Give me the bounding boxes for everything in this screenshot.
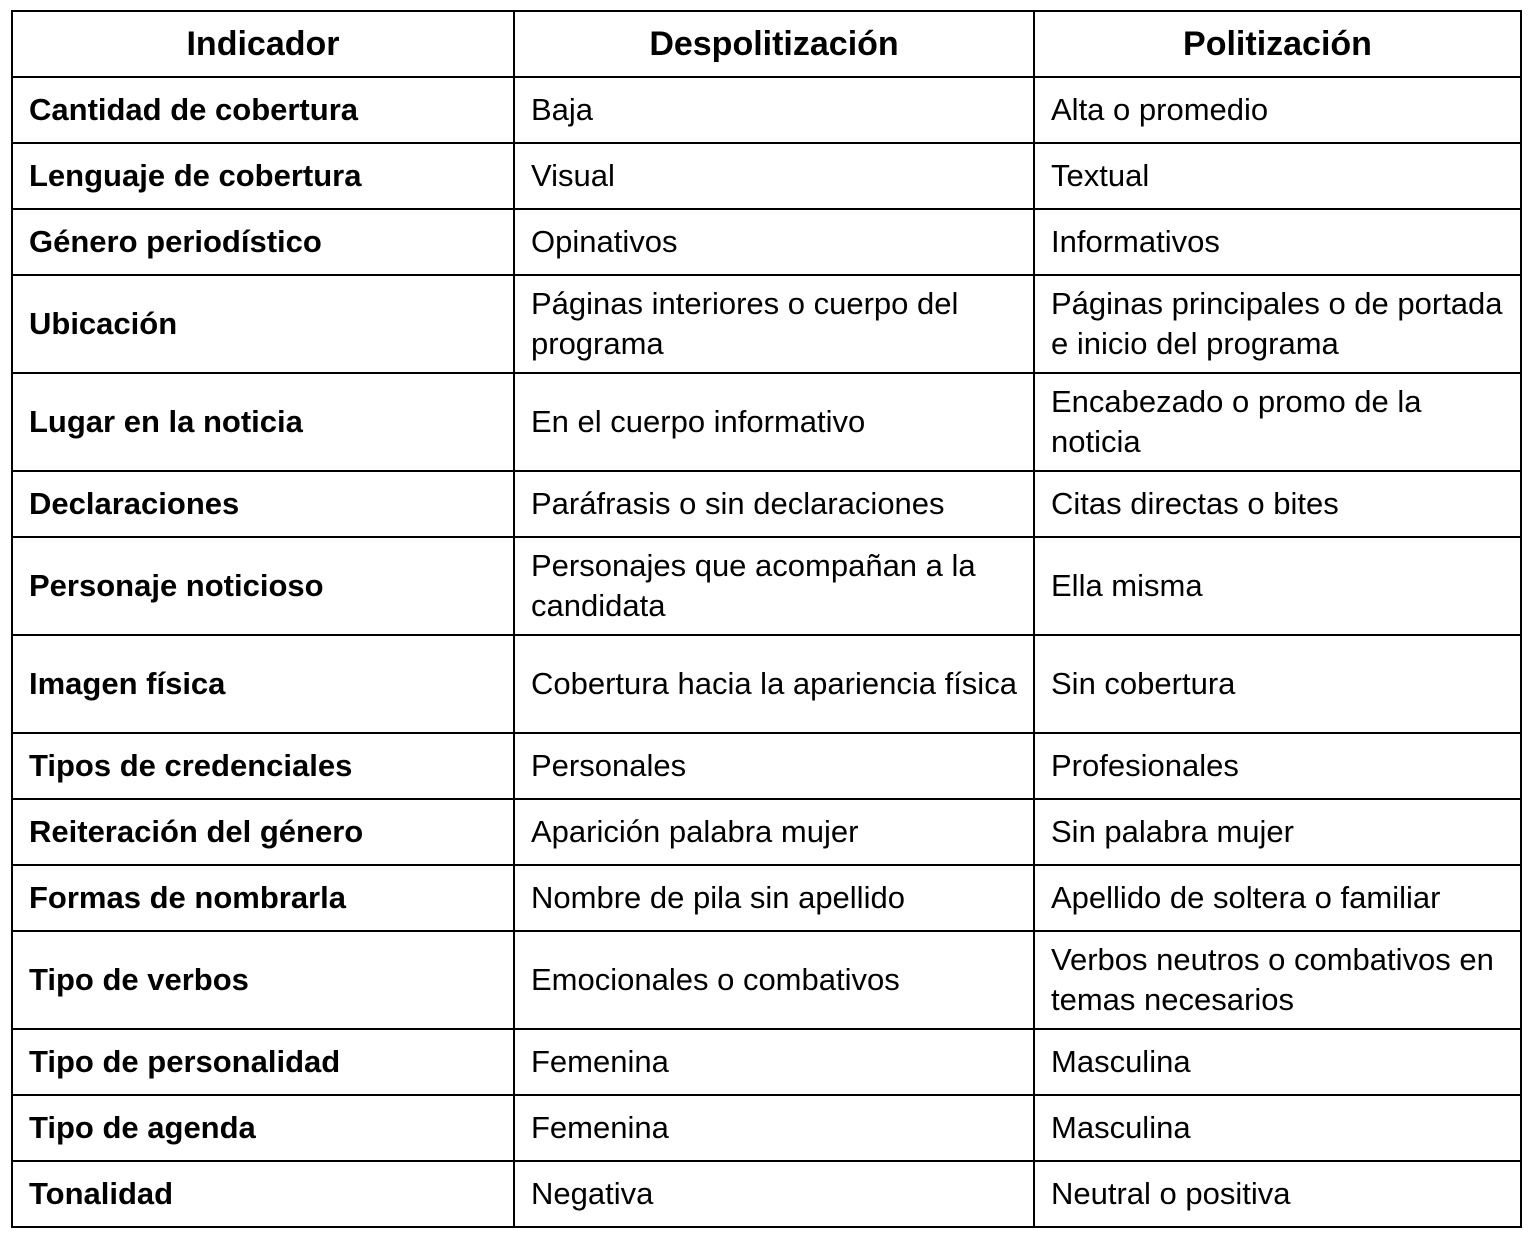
table-row [12, 143, 1521, 209]
table-row [12, 931, 1521, 1029]
indicador-cell: Tipos de credenciales [12, 733, 514, 799]
header-indicador: Indicador [12, 11, 514, 77]
politizacion-cell: Alta o promedio [1034, 77, 1521, 143]
indicador-cell: Tipo de personalidad [12, 1029, 514, 1095]
indicador-cell: Declaraciones [12, 471, 514, 537]
politizacion-cell: Textual [1034, 143, 1521, 209]
despolitizacion-cell: Visual [514, 143, 1034, 209]
despolitizacion-cell: Aparición palabra mujer [514, 799, 1034, 865]
table-header-row [12, 11, 1521, 77]
indicador-cell: Género periodístico [12, 209, 514, 275]
politizacion-cell: Ella misma [1034, 537, 1521, 635]
table-row [12, 209, 1521, 275]
indicador-cell: Tonalidad [12, 1161, 514, 1227]
indicators-table [11, 10, 1522, 1228]
despolitizacion-cell: Opinativos [514, 209, 1034, 275]
indicador-cell: Personaje noticioso [12, 537, 514, 635]
despolitizacion-cell: Baja [514, 77, 1034, 143]
header-despolitizacion: Despolitización [514, 11, 1034, 77]
despolitizacion-cell: Personales [514, 733, 1034, 799]
despolitizacion-cell: En el cuerpo informativo [514, 373, 1034, 471]
table-row [12, 635, 1521, 733]
politizacion-cell: Citas directas o bites [1034, 471, 1521, 537]
table-row [12, 799, 1521, 865]
table-row [12, 865, 1521, 931]
despolitizacion-cell: Nombre de pila sin apellido [514, 865, 1034, 931]
despolitizacion-cell: Emocionales o combativos [514, 931, 1034, 1029]
politizacion-cell: Informativos [1034, 209, 1521, 275]
despolitizacion-cell: Páginas interiores o cuerpo del programa [514, 275, 1034, 373]
indicador-cell: Lenguaje de cobertura [12, 143, 514, 209]
table-row [12, 1161, 1521, 1227]
indicador-cell: Formas de nombrarla [12, 865, 514, 931]
despolitizacion-cell: Femenina [514, 1029, 1034, 1095]
table-row [12, 1029, 1521, 1095]
indicador-cell: Imagen física [12, 635, 514, 733]
indicador-cell: Tipo de verbos [12, 931, 514, 1029]
politizacion-cell: Sin palabra mujer [1034, 799, 1521, 865]
despolitizacion-cell: Cobertura hacia la apariencia física [514, 635, 1034, 733]
indicador-cell: Ubicación [12, 275, 514, 373]
politizacion-cell: Sin cobertura [1034, 635, 1521, 733]
indicador-cell: Tipo de agenda [12, 1095, 514, 1161]
politizacion-cell: Páginas principales o de portada e inicio del programa [1034, 275, 1521, 373]
table-row [12, 373, 1521, 471]
table-row [12, 1095, 1521, 1161]
politizacion-cell: Masculina [1034, 1029, 1521, 1095]
despolitizacion-cell: Femenina [514, 1095, 1034, 1161]
despolitizacion-cell: Personajes que acompañan a la candidata [514, 537, 1034, 635]
despolitizacion-cell: Paráfrasis o sin declaraciones [514, 471, 1034, 537]
politizacion-cell: Apellido de soltera o familiar [1034, 865, 1521, 931]
header-politizacion: Politización [1034, 11, 1521, 77]
politizacion-cell: Profesionales [1034, 733, 1521, 799]
table-row [12, 471, 1521, 537]
politizacion-cell: Encabezado o promo de la noticia [1034, 373, 1521, 471]
table-row [12, 733, 1521, 799]
table-row [12, 275, 1521, 373]
indicador-cell: Reiteración del género [12, 799, 514, 865]
politizacion-cell: Verbos neutros o combativos en temas necesarios [1034, 931, 1521, 1029]
despolitizacion-cell: Negativa [514, 1161, 1034, 1227]
table-row [12, 537, 1521, 635]
politizacion-cell: Neutral o positiva [1034, 1161, 1521, 1227]
indicador-cell: Cantidad de cobertura [12, 77, 514, 143]
politizacion-cell: Masculina [1034, 1095, 1521, 1161]
table-row [12, 77, 1521, 143]
indicador-cell: Lugar en la noticia [12, 373, 514, 471]
